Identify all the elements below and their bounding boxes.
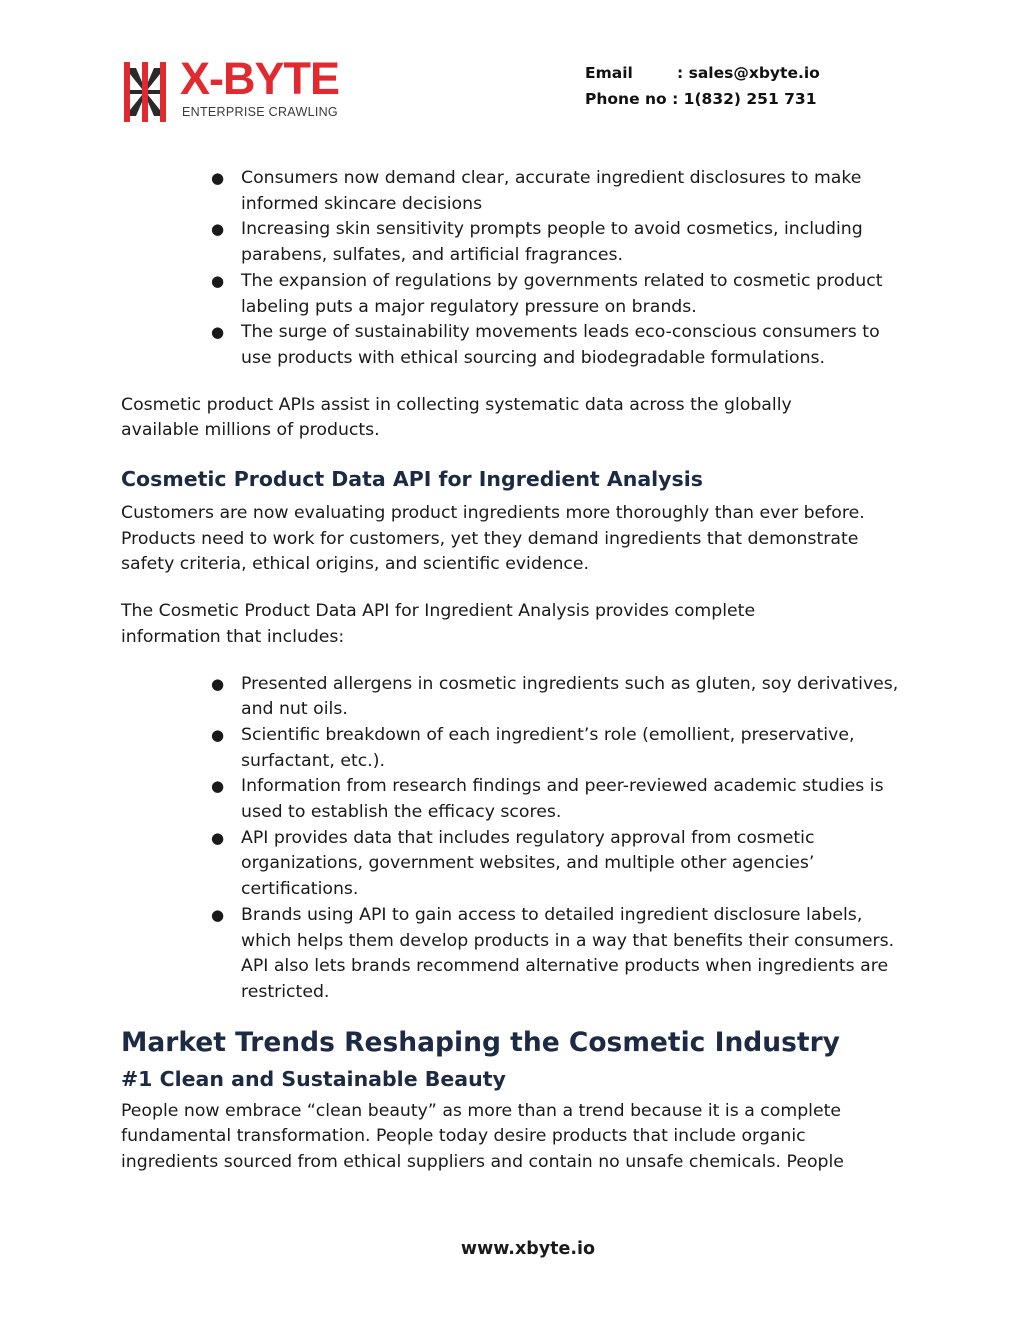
list-item: ● The surge of sustainability movements leads eco-conscious consumers to use products with ethical sourcing and biodegradable formulations. (211, 322, 880, 368)
bullet-dot-icon: ● (211, 777, 225, 796)
bullet-dot-icon: ● (211, 725, 225, 744)
list-item: ● Increasing skin sensitivity prompts people to avoid cosmetics, including parabens, sulfates, and artificial fragrances. (211, 219, 863, 266)
list-item: ● The expansion of regulations by governments related to cosmetic product labeling puts a major regulatory pressure on brands. (211, 270, 883, 317)
subheading-clean-beauty: #1 Clean and Sustainable Beauty (121, 1066, 506, 1091)
heading-api-section: Cosmetic Product Data API for Ingredient Analysis (121, 467, 703, 492)
paragraph-api-intro: Customers are now evaluating product ingredients more thoroughly than ever before. Products need to work for customers, yet they demand ingredients that demonstrate safety criteria, ethical origins, and scientific evidence. (121, 503, 865, 575)
list-item: ● Information from research findings and peer-reviewed academic studies is used to establish the efficacy scores. (211, 776, 884, 823)
heading-market-trends: Market Trends Reshaping the Cosmetic Industry (121, 1026, 840, 1058)
list-item: ● Scientific breakdown of each ingredient’s role (emollient, preservative, surfactant, etc.). (211, 724, 855, 771)
email-line (585, 60, 820, 86)
xbyte-logo-mark-icon (122, 62, 168, 122)
phone-line (585, 86, 820, 112)
document-body (121, 166, 911, 1176)
email-label: Email (585, 64, 633, 82)
paragraph-clean-beauty: People now embrace “clean beauty” as more than a trend because it is a complete fundamental transformation. People today desire products that include organic ingredients sourced from ethical suppliers and contain no unsafe chemicals. People (121, 1100, 844, 1173)
bullet-dot-icon: ● (211, 220, 225, 239)
phone-value: : 1(832) 251 731 (672, 90, 817, 108)
bullet-list-consumer-drivers (121, 166, 911, 372)
list-item: ● Consumers now demand clear, accurate ingredient disclosures to make informed skincare decisions (211, 168, 862, 214)
bullet-dot-icon: ● (211, 905, 225, 924)
bullet-dot-icon: ● (211, 169, 225, 187)
bullet-dot-icon: ● (211, 271, 225, 290)
list-item: ● Brands using API to gain access to detailed ingredient disclosure labels, which helps them develop products in a way that benefits their consumers. API also lets brands recommend alternative products when ingredients are restricted. (211, 904, 895, 1002)
bullet-dot-icon: ● (211, 323, 225, 342)
bullet-dot-icon: ● (211, 828, 225, 847)
list-item: ● API provides data that includes regulatory approval from cosmetic organizations, government websites, and multiple other agencies’ certifications. (211, 827, 815, 900)
list-item: ● Presented allergens in cosmetic ingredients such as gluten, soy derivatives, and nut oils. (211, 673, 899, 720)
email-value[interactable]: : sales@xbyte.io (677, 64, 820, 82)
paragraph-api-includes: The Cosmetic Product Data API for Ingredient Analysis provides complete information that includes: (121, 601, 756, 647)
xbyte-logo (122, 53, 354, 124)
bullet-dot-icon: ● (211, 674, 225, 693)
contact-block (585, 60, 820, 112)
logo-wordmark: X-BYTE (180, 53, 340, 104)
logo-tagline: ENTERPRISE CRAWLING (182, 105, 338, 119)
phone-label: Phone no (585, 90, 667, 108)
footer-url[interactable]: www.xbyte.io (460, 1239, 596, 1259)
paragraph-apis: Cosmetic product APIs assist in collecting systematic data across the globally available millions of products. (121, 394, 792, 441)
bullet-list-api-features (121, 672, 911, 1006)
